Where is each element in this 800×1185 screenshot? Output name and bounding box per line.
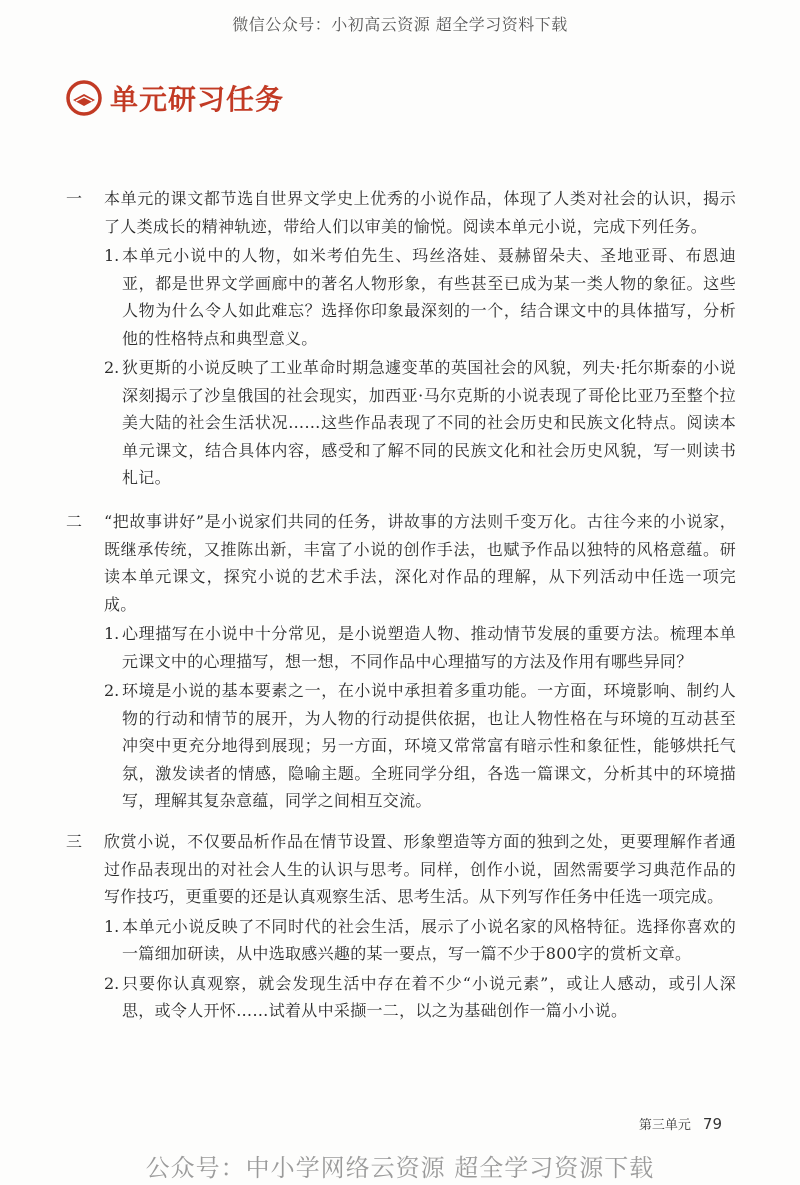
section-number: 三: [66, 832, 83, 851]
section-number: 二: [66, 512, 83, 531]
top-watermark: 微信公众号：小初高云资源 超全学习资料下载: [232, 15, 568, 34]
item-text: 只要你认真观察，就会发现生活中存在着不少“小说元素”，或让人感动，或引人深思，或令人开怀……试着从中采撷一二，以之为基础创作一篇小小说。: [122, 973, 736, 1020]
task-section-1: [66, 185, 736, 492]
task-item: [104, 913, 736, 968]
page-footer: [639, 1114, 722, 1133]
section-intro: 欣赏小说，不仅要品析作品在情节设置、形象塑造等方面的独到之处，更要理解作者通过作品表现出的对社会人生的认识与思考。同样，创作小说，固然需要学习典范作品的写作技巧，更重要的还是认真观察生活、思考生活。从下列写作任务中任选一项完成。: [104, 832, 736, 906]
item-text: 心理描写在小说中十分常见，是小说塑造人物、推动情节发展的重要方法。梳理本单元课文中的心理描写，想一想，不同作品中心理描写的方法及作用有哪些异同？: [122, 624, 736, 671]
section-heading: [66, 78, 284, 118]
item-number: 2.: [104, 973, 120, 993]
item-number: 2.: [104, 358, 120, 377]
page-number: 79: [702, 1115, 722, 1133]
task-item: [104, 970, 736, 1025]
task-item: [104, 354, 736, 492]
item-text: 本单元小说中的人物，如米考伯先生、玛丝洛娃、聂赫留朵夫、圣地亚哥、布恩迪亚，都是世界文学画廊中的著名人物形象，有些甚至已成为某一类人物的象征。这些人物为什么令人如此难忘？选择你印象最深刻的一个，结合课文中的具体描写，分析他的性格特点和典型意义。: [122, 246, 736, 348]
section-number: 一: [66, 189, 83, 208]
item-number: 1.: [104, 246, 120, 265]
bottom-watermark: 公众号：中小学网络云资源 超全学习资源下载: [145, 1154, 655, 1182]
item-text: 环境是小说的基本要素之一，在小说中承担着多重功能。一方面，环境影响、制约人物的行动和情节的展开，为人物的行动提供依据，也让人物性格在与环境的互动甚至冲突中更充分地得到展现；另一方面，环境又常常富有暗示性和象征性，能够烘托气氛，激发读者的情感，隐喻主题。全班同学分组，各选一篇课文，分析其中的环境描写，理解其复杂意蕴，同学之间相互交流。: [122, 681, 736, 810]
task-item: [104, 677, 736, 815]
item-text: 本单元小说反映了不同时代的社会生活，展示了小说名家的风格特征。选择你喜欢的一篇细加研读，从中选取感兴趣的某一要点，写一篇不少于800字的赏析文章。: [122, 916, 736, 963]
task-item: [104, 242, 736, 352]
item-number: 1.: [104, 624, 120, 643]
page-title: 单元研习任务: [110, 83, 285, 116]
item-number: 2.: [104, 681, 120, 700]
unit-label: 第三单元: [638, 1118, 691, 1133]
task-item: [104, 620, 736, 675]
book-open-icon: [66, 80, 102, 116]
task-section-3: [66, 828, 736, 1025]
task-section-2: [66, 508, 736, 815]
item-number: 1.: [104, 916, 120, 936]
section-intro: “把故事讲好”是小说家们共同的任务，讲故事的方法则千变万化。古往今来的小说家，既继承传统，又推陈出新，丰富了小说的创作手法，也赋予作品以独特的风格意蕴。研读本单元课文，探究小说的艺术手法，深化对作品的理解，从下列活动中任选一项完成。: [104, 512, 736, 614]
section-intro: 本单元的课文都节选自世界文学史上优秀的小说作品，体现了人类对社会的认识，揭示了人类成长的精神轨迹，带给人们以审美的愉悦。阅读本单元小说，完成下列任务。: [104, 189, 736, 236]
item-text: 狄更斯的小说反映了工业革命时期急遽变革的英国社会的风貌，列夫·托尔斯泰的小说深刻揭示了沙皇俄国的社会现实，加西亚·马尔克斯的小说表现了哥伦比亚乃至整个拉美大陆的社会生活状况……这些作品表现了不同的社会历史和民族文化特点。阅读本单元课文，结合具体内容，感受和了解不同的民族文化和社会历史风貌，写一则读书札记。: [122, 358, 736, 487]
